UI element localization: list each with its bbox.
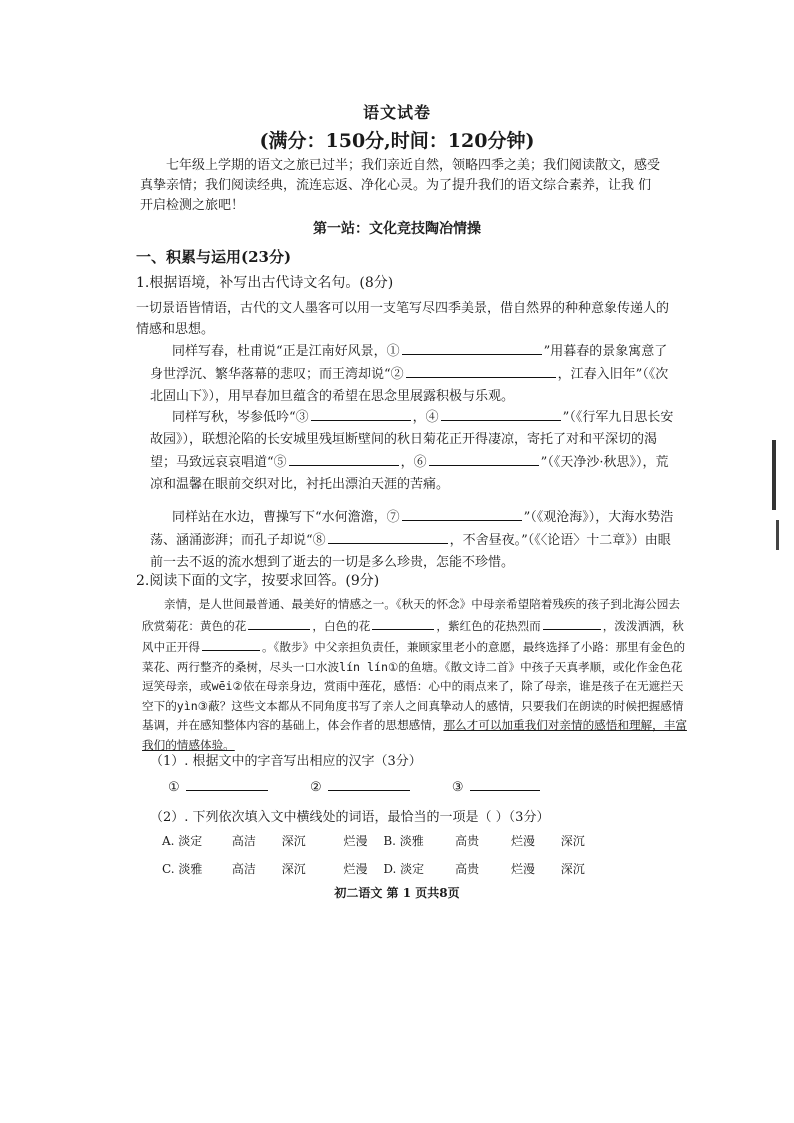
page-footer: 初二语文 第 1 页共8页 [334,886,460,900]
answer-blank-4[interactable] [441,406,561,421]
question-1-lead: 一切景语皆情语，古代的文人墨客可以用一支笔写尽四季美景，借自然界的种种意象传递人的情感和思想。 [136,301,670,337]
answer-label-3: ③ [451,780,464,795]
passage-blank-2[interactable] [372,615,434,630]
option-d-word-4: 深沉 [560,862,585,876]
option-b-word-4: 深沉 [560,834,585,848]
pinyin-answer-row [168,776,578,795]
passage-text-3: ，紫红色的花热烈而 [436,618,541,633]
option-c[interactable]: C. 淡雅 [162,862,203,876]
option-c-word-2: 高洁 [231,862,256,876]
spring-text-c: ，江春入旧年”（《次北固山下》），用早春加旦蕴含的希望在思念里展露积极与乐观。 [150,367,669,404]
pinyin-blank-2[interactable] [328,776,410,791]
option-b[interactable]: B. 淡雅 [383,834,424,848]
pinyin-blank-3[interactable] [470,776,540,791]
exam-title: 语文试卷 [362,103,431,122]
sub-question-1: （1）. 根据文中的字音写出相应的汉字（3分） [150,754,422,769]
autumn-text-d: ，⑥ [400,455,427,470]
spring-text-b: ”用暮春的景象寓意了身世浮沉、繁华落幕的悲叹；而王湾却说“② [150,344,668,382]
answer-blank-1[interactable] [402,340,542,355]
option-a-word-3: 深沉 [281,834,306,848]
exam-subtitle: (满分：150分,时间：120分钟) [259,130,535,152]
passage-blank-1[interactable] [248,615,310,630]
autumn-text-b: ，④ [412,410,439,425]
passage-underlined-sentence: 那么才可以加重我们对亲情的感悟和理解，丰富我们的情感体验。 [142,718,687,752]
question-1-spring [150,340,680,408]
answer-blank-7[interactable] [402,506,522,521]
option-a[interactable]: A. 淡定 [162,834,203,848]
passage-text-4: ，泼泼洒洒，秋风中正开得 [142,618,684,654]
options-row-1 [162,832,585,849]
question-1-title: 1.根据语境，补写出古代诗文名句。(8分) [136,275,394,291]
options-row-2 [162,860,585,877]
autumn-text-c: ”（《行军九日思长安故园》），联想沦陷的长安城里残垣断壁间的秋日菊花正开得凄凉，寄托了对和平深切的渴望；马致远哀哀唱道“⑤ [150,410,674,470]
water-text-c: ，不舍昼夜。”（《〈论语〉十二章》）由眼前一去不返的流水想到了逝去的一切是多么珍贵，怎能不珍惜。 [150,533,671,570]
option-d-word-3: 烂漫 [510,862,535,876]
passage-blank-4[interactable] [202,636,260,651]
answer-label-1: ① [168,780,180,795]
option-d[interactable]: D. 淡定 [383,862,425,876]
autumn-text-e: ”（《天净沙·秋思》），荒凉和温馨在眼前交织对比，衬托出漂泊天涯的苦痛。 [150,455,669,492]
option-b-word-3: 烂漫 [510,834,535,848]
question-1-water [150,506,680,574]
scan-edge-mark [772,440,776,510]
option-c-word-4: 烂漫 [343,862,368,876]
water-text-a: 同样站在水边，曹操写下“水何澹澹，⑦ [172,510,400,525]
passage-text-2: ，白色的花 [312,618,371,633]
section-heading: 一、积累与运用(23分) [136,248,292,266]
question-2-title: 2.阅读下面的文字，按要求回答。(9分) [136,573,380,589]
answer-label-2: ② [309,780,322,795]
answer-blank-6[interactable] [429,451,539,466]
water-text-b: ”（《观沧海》），大海水势浩荡、涵涌澎湃；而孔子却说“⑧ [150,510,674,548]
pinyin-blank-1[interactable] [186,776,268,791]
option-b-word-2: 高贵 [455,834,480,848]
passage-text-1: 亲情，是人世间最普通、最美好的情感之一。《秋天的怀念》中母亲希望陪着残疾的孩子到北海公园去欣赏菊花：黄色的花 [142,597,680,633]
autumn-text-a: 同样写秋，岑参低吟“③ [172,410,309,425]
passage-text-5: 。《散步》中父亲担负责任，兼顾家里老小的意愿，最终选择了小路：那里有金色的菜花、两行整齐的桑树，尽头一口水波lín lín①的鱼塘。《散文诗二首》中孩子天真孝顺，或化作金色花逗笑母亲，或wēi②依在母亲身边，赏雨中莲花，感悟：心中的雨点来了，除了母亲，谁是孩子在无遮拦天空下的yìn③蔽？这些文本都从不同角度书写了亲人之间真挚动人的感情，只要我们在朗读的时候把握感情基调，并在感知整体内容的基础上，体会作者的思想感情， [142,640,686,732]
answer-blank-3[interactable] [311,406,411,421]
option-a-word-4: 烂漫 [343,834,368,848]
spring-text-a: 同样写春，杜甫说“正是江南好风景，① [172,344,400,359]
intro-paragraph: 七年级上学期的语文之旅已过半；我们亲近自然，领略四季之美；我们阅读散文，感受真挚亲情；我们阅读经典，流连忘返、净化心灵。为了提升我们的语文综合素养，让我 们开启检测之旅吧！ [140,158,661,213]
answer-blank-2[interactable] [406,363,556,378]
scan-edge-mark-2 [776,520,779,550]
passage-blank-3[interactable] [543,615,601,630]
option-d-word-2: 高贵 [455,862,480,876]
question-1-autumn [150,406,680,496]
answer-blank-8[interactable] [328,529,448,544]
station-heading: 第一站：文化竞技陶冶情操 [313,221,481,237]
answer-blank-5[interactable] [289,451,399,466]
question-2-passage [142,595,690,755]
sub-question-2: （2）. 下列依次填入文中横线处的词语，最恰当的一项是（ ）（3分） [150,810,550,825]
option-a-word-2: 高洁 [231,834,256,848]
option-c-word-3: 深沉 [281,862,306,876]
